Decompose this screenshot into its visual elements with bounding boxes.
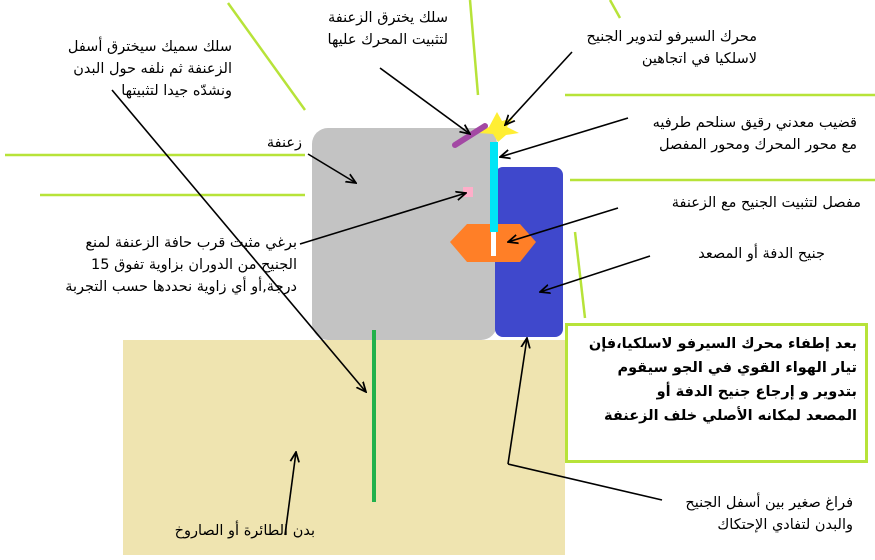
rod-pin: [491, 232, 496, 256]
thick-wire-label: سلك سميك سيخترق أسفل الزعنفة ثم نلفه حول البدن ونشدّه جيدا لتثبيتها: [67, 39, 232, 99]
explanation-note-text: بعد إطفاء محرك السيرفو لاسلكيا،فإن تيار الهواء القوي في الجو سيقوم بتدوير و إرجاع جنيح الدفة أو المصعد لمكانه الأصلي خلف الزعنفة: [588, 336, 857, 424]
fin-label: زعنفة: [266, 135, 302, 151]
guide-line: [575, 232, 585, 318]
rod-label: قضيب معدني رقيق سنلحم طرفيه مع محور المحرك ومحور المفصل: [652, 115, 857, 153]
servo-arrow: [505, 52, 572, 125]
rod-arrow: [500, 118, 628, 157]
screw-label: برغي مثبت قرب حافة الزعنفة لمنع الجنيح من الدوران بزاوية تفوق 15 درجة,أو أي زاوية نحددها حسب التجربة: [65, 235, 297, 295]
thin-wire-arrow: [380, 68, 470, 134]
gap-label: فراغ صغير بين أسفل الجنيح والبدن لتفادي الإحتكاك: [685, 495, 853, 533]
rudder-label: جنيح الدفة أو المصعد: [698, 246, 825, 262]
hinge-label: مفصل لتثبيت الجنيح مع الزعنفة: [671, 195, 861, 211]
guide-line: [470, 0, 478, 95]
metal-rod: [490, 142, 498, 232]
guide-line: [228, 3, 305, 110]
screw-shape: [463, 187, 473, 197]
servo-label: محرك السيرفو لتدوير الجنيح لاسلكيا في اتجاهين: [586, 29, 757, 67]
explanation-note-box: [565, 323, 868, 463]
guide-line: [610, 0, 620, 18]
body-label: بدن الطائرة أو الصاروخ: [174, 523, 315, 539]
thin-wire-label: سلك يخترق الزعنفة لتثبيت المحرك عليها: [327, 10, 448, 48]
